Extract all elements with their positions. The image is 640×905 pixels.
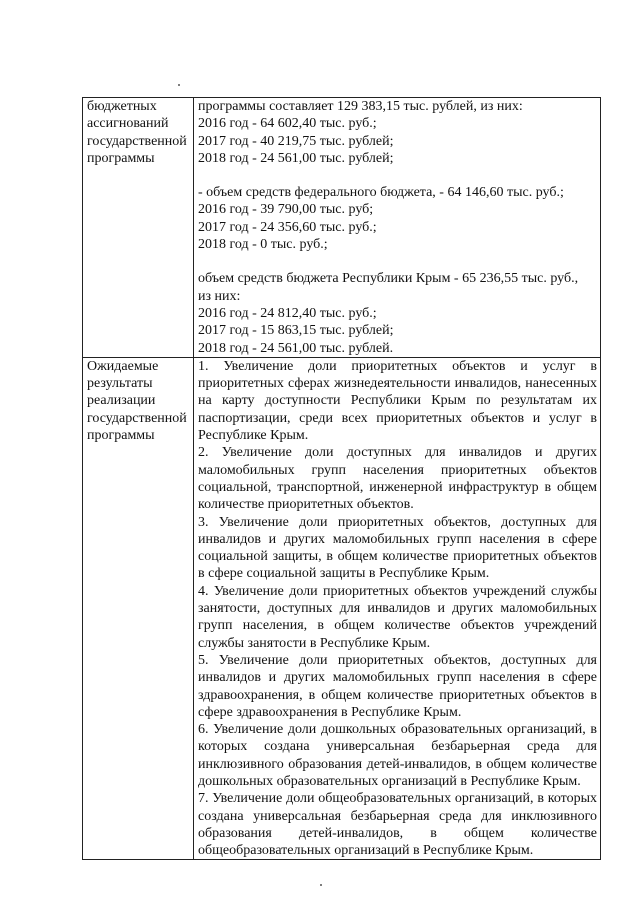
budget-row: [83, 98, 601, 358]
label-line: государственной: [87, 133, 187, 149]
budget-line: 2017 год - 24 356,60 тыс. руб.;: [198, 219, 377, 235]
result-item: 6. Увеличение доли дошкольных образовательных организаций, в которых создана универсальная безбарьерная среда для инклюзивного образования детей-инвалидов, в общем количестве дошкольных образовательных организаций в Республике Крым.: [198, 722, 597, 789]
budget-line: 2018 год - 0 тыс. руб.;: [198, 237, 328, 253]
budget-content-cell: [194, 98, 601, 358]
label-line: программы: [87, 428, 155, 444]
label-line: программы: [87, 150, 155, 166]
result-item: 3. Увеличение доли приоритетных объектов, доступных для инвалидов и других маломобильных групп населения в сфере социальной защиты, в общем количестве приоритетных объектов в сфере социальной защиты в Республике Крым.: [198, 514, 597, 582]
expected-results-row: [83, 357, 601, 860]
label-line: государственной: [87, 410, 187, 426]
program-passport-table: [82, 97, 601, 860]
budget-line: 2016 год - 24 812,40 тыс. руб.;: [198, 305, 377, 321]
budget-line: из них:: [198, 288, 241, 304]
label-line: реализации: [87, 393, 156, 409]
budget-line: программы составляет 129 383,15 тыс. рублей, из них:: [198, 99, 523, 114]
scan-dot-bottom: [320, 884, 322, 886]
results-label-cell: [83, 357, 194, 860]
blank-line: [198, 253, 597, 270]
result-item: 1. Увеличение доли приоритетных объектов и услуг в приоритетных сферах жизнедеятельности инвалидов, нанесенных на карту доступности Республики Крым по результатам их паспортизации, среди всех приоритетных объектов и услуг в Республике Крым.: [198, 358, 597, 444]
label-line: ассигнований: [87, 116, 169, 132]
result-item: 5. Увеличение доли приоритетных объектов, доступных для инвалидов и других маломобильных групп населения в сфере здравоохранения, в общем количестве приоритетных объектов в сфере здравоохранения в Республике Крым.: [198, 652, 597, 720]
budget-line: 2016 год - 39 790,00 тыс. руб;: [198, 202, 374, 218]
budget-line: 2017 год - 15 863,15 тыс. рублей;: [198, 323, 394, 339]
budget-label-cell: [83, 98, 194, 358]
budget-line: 2018 год - 24 561,00 тыс. рублей.: [198, 340, 394, 356]
label-line: Ожидаемые: [87, 358, 159, 374]
result-item: 2. Увеличение доли доступных для инвалидов и других маломобильных групп населения приоритетных объектов социальной, транспортной, инженерной инфраструктур в общем количестве приоритетных объектов.: [198, 445, 597, 513]
result-item: 4. Увеличение доли приоритетных объектов учреждений службы занятости, доступных для инвалидов и других маломобильных групп населения, в общем количестве объектов учреждений службы занятости в Республике Крым.: [198, 583, 597, 651]
results-content-cell: [194, 357, 601, 860]
budget-line: 2017 год - 40 219,75 тыс. рублей;: [198, 133, 394, 149]
blank-line: [198, 167, 597, 184]
scan-dot-top: [178, 84, 180, 86]
budget-line: 2016 год - 64 602,40 тыс. руб.;: [198, 116, 377, 132]
result-item: 7. Увеличение доли общеобразовательных организаций, в которых создана универсальная безбарьерная среда для инклюзивного образования детей-инвалидов, в общем количестве общеобразовательных организаций в Республике Крым.: [198, 791, 597, 859]
label-line: бюджетных: [87, 99, 157, 114]
budget-line: - объем средств федерального бюджета, - 64 146,60 тыс. руб.;: [198, 185, 564, 201]
budget-line: объем средств бюджета Республики Крым - 65 236,55 тыс. руб.,: [198, 271, 579, 287]
label-line: результаты: [87, 376, 153, 392]
budget-line: 2018 год - 24 561,00 тыс. рублей;: [198, 150, 394, 166]
